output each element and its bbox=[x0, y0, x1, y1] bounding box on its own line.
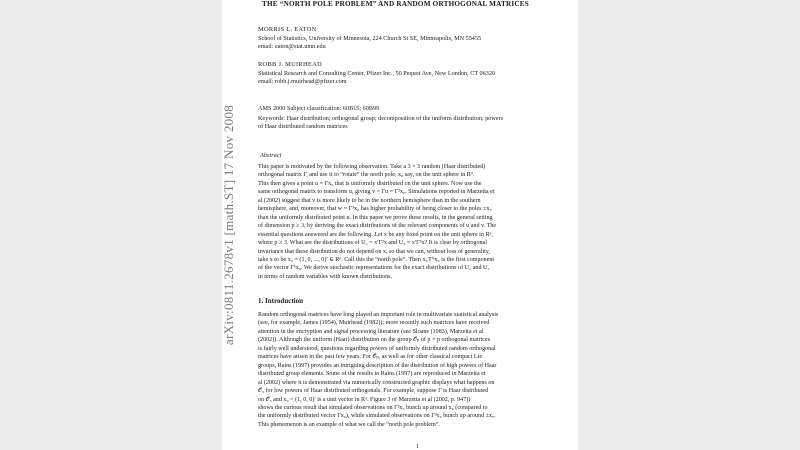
keywords-line: of Haar distributed random matrices bbox=[258, 123, 348, 130]
text-line: This paper is motivated by the following observation. Take a 3 × 3 random (Haar distributed) bbox=[258, 164, 486, 170]
text-line: This phenomenon is an example of what we call the “north pole problem”. bbox=[258, 421, 440, 428]
keywords-line: Keywords: Haar distribution; orthogonal group; decomposition of the uniform distribution; powers bbox=[258, 115, 504, 122]
ams-classification: AMS 2000 Subject classification: 60B15; 60B99 bbox=[258, 105, 380, 112]
text-line: (see, for example, James (1954), Muirhead (1982)); more recently such matrices have received bbox=[258, 320, 490, 327]
text-line: of dimension p ≥ 3, by deriving the exact distributions of the relevant components of u and v. The bbox=[258, 223, 497, 230]
text-line: orthogonal matrix Γ, and use it to “rotate” the north pole, x₀ say, on the unit sphere in R³. bbox=[258, 172, 475, 179]
text-line: shows the curious result that simulated observations on Γ²x₀ bunch up around x₀ (compared to bbox=[258, 404, 488, 411]
text-line: 𝒪₃ for low powers of Haar distributed orthogonals. For example, suppose Γ is Haar distributed bbox=[258, 388, 489, 395]
arxiv-identifier: arXiv:0811.2678v1 [math.ST] 17 Nov 2008 bbox=[221, 104, 236, 346]
text-line: attention in the encryption and signal processing literature (see Sloane (1983), Marzetta et al bbox=[258, 328, 484, 335]
text-line: essential questions answered are the following. Let x be any fixed point on the unit sphere in Rᵖ, bbox=[258, 231, 493, 238]
text-line: al (2002) where it is demonstrated via numerically constructed graphic displays what happens on bbox=[258, 379, 495, 386]
author-name: ROBB J. MUIRHEAD bbox=[258, 61, 322, 68]
text-line: is fairly well understood, questions regarding powers of uniformly distributed random orthogonal bbox=[258, 345, 496, 352]
paper-title: THE “NORTH POLE PROBLEM” AND RANDOM ORTHOGONAL MATRICES bbox=[262, 0, 529, 8]
abstract-heading: Abstract bbox=[260, 152, 282, 159]
text-line: matrices have arisen in the past few years. For 𝒪ₚ, as well as for other classical compact Lie bbox=[258, 354, 483, 361]
text-line: same orthogonal matrix to transform u, giving v = Γu = Γ²x₀. Simulations reported in Marzetta et bbox=[258, 189, 495, 196]
text-line: take x to be x₀ = (1, 0, ..., 0)′ ∈ Rᵖ. Call this the “north pole”. Then x₀′Γᵏx₀ is the first component bbox=[258, 256, 495, 263]
introduction-body bbox=[258, 311, 578, 429]
text-line: the uniformly distributed vector Γx₀), while simulated observations on Γ³x₀ bunch up around ±x₀. bbox=[258, 413, 496, 420]
author-affiliation: School of Statistics, University of Minnesota, 224 Church St SE, Minneapolis, MN 55455 bbox=[258, 35, 482, 42]
page-number: 1 bbox=[416, 444, 419, 450]
text-line: invariance that these distribution do not depend on x, so that we can, without loss of generality, bbox=[258, 248, 490, 255]
text-line: hemisphere, and, moreover, that w = Γ³x₀ has higher probability of being closer to the poles ±x₀ bbox=[258, 206, 492, 213]
text-line: on 𝒪₃ and x₀ = (1, 0, 0)′ is a unit vector in R³. Figure 3 of Marzetta et al (2002, p. 947)) bbox=[258, 396, 471, 403]
abstract-body bbox=[258, 163, 578, 281]
author-affiliation: Statistical Research and Consulting Center, Pfizer Inc., 50 Pequot Ave, New London, CT 06320 bbox=[258, 70, 496, 77]
text-line: (2002)). Although the uniform (Haar) distribution on the group 𝒪ₚ of p × p orthogonal matrices bbox=[258, 337, 491, 344]
text-line: in terms of random variables with known distributions. bbox=[258, 273, 393, 280]
text-line: where p ≥ 3. What are the distributions of U₂ = x′Γ²x and U₃ = x′Γ³x? It is clear by orthogonal bbox=[258, 240, 487, 247]
text-line: groups, Rains (1997) provides an intriguing description of the distribution of high powers of Haar bbox=[258, 362, 497, 369]
text-line: al (2002) suggest that v is more likely to be in the northern hemisphere than in the southern bbox=[258, 197, 481, 204]
author-name: MORRIS L. EATON bbox=[258, 26, 317, 33]
text-line: Random orthogonal matrices have long played an important role in multivariate statistical analysis bbox=[258, 312, 499, 318]
section-heading: 1. Introduction bbox=[258, 297, 303, 305]
author-email: email: eaton@stat.umn.edu bbox=[258, 43, 326, 50]
text-line: This then gives a point u = Γx₀ that is uniformly distributed on the unit sphere. Now use the bbox=[258, 180, 482, 187]
text-line: distributed group elements. Some of the results in Rains (1997) are reproduced in Marzetta et bbox=[258, 371, 486, 378]
text-line: than the uniformly distributed point u. In this paper we prove these results, in the general setting bbox=[258, 214, 493, 221]
text-line: of the vector Γᵏx₀. We derive stochastic representations for the exact distributions of U₂ and U₃ bbox=[258, 265, 490, 272]
author-email: email: robb.j.muirhead@pfizer.com bbox=[258, 78, 347, 85]
